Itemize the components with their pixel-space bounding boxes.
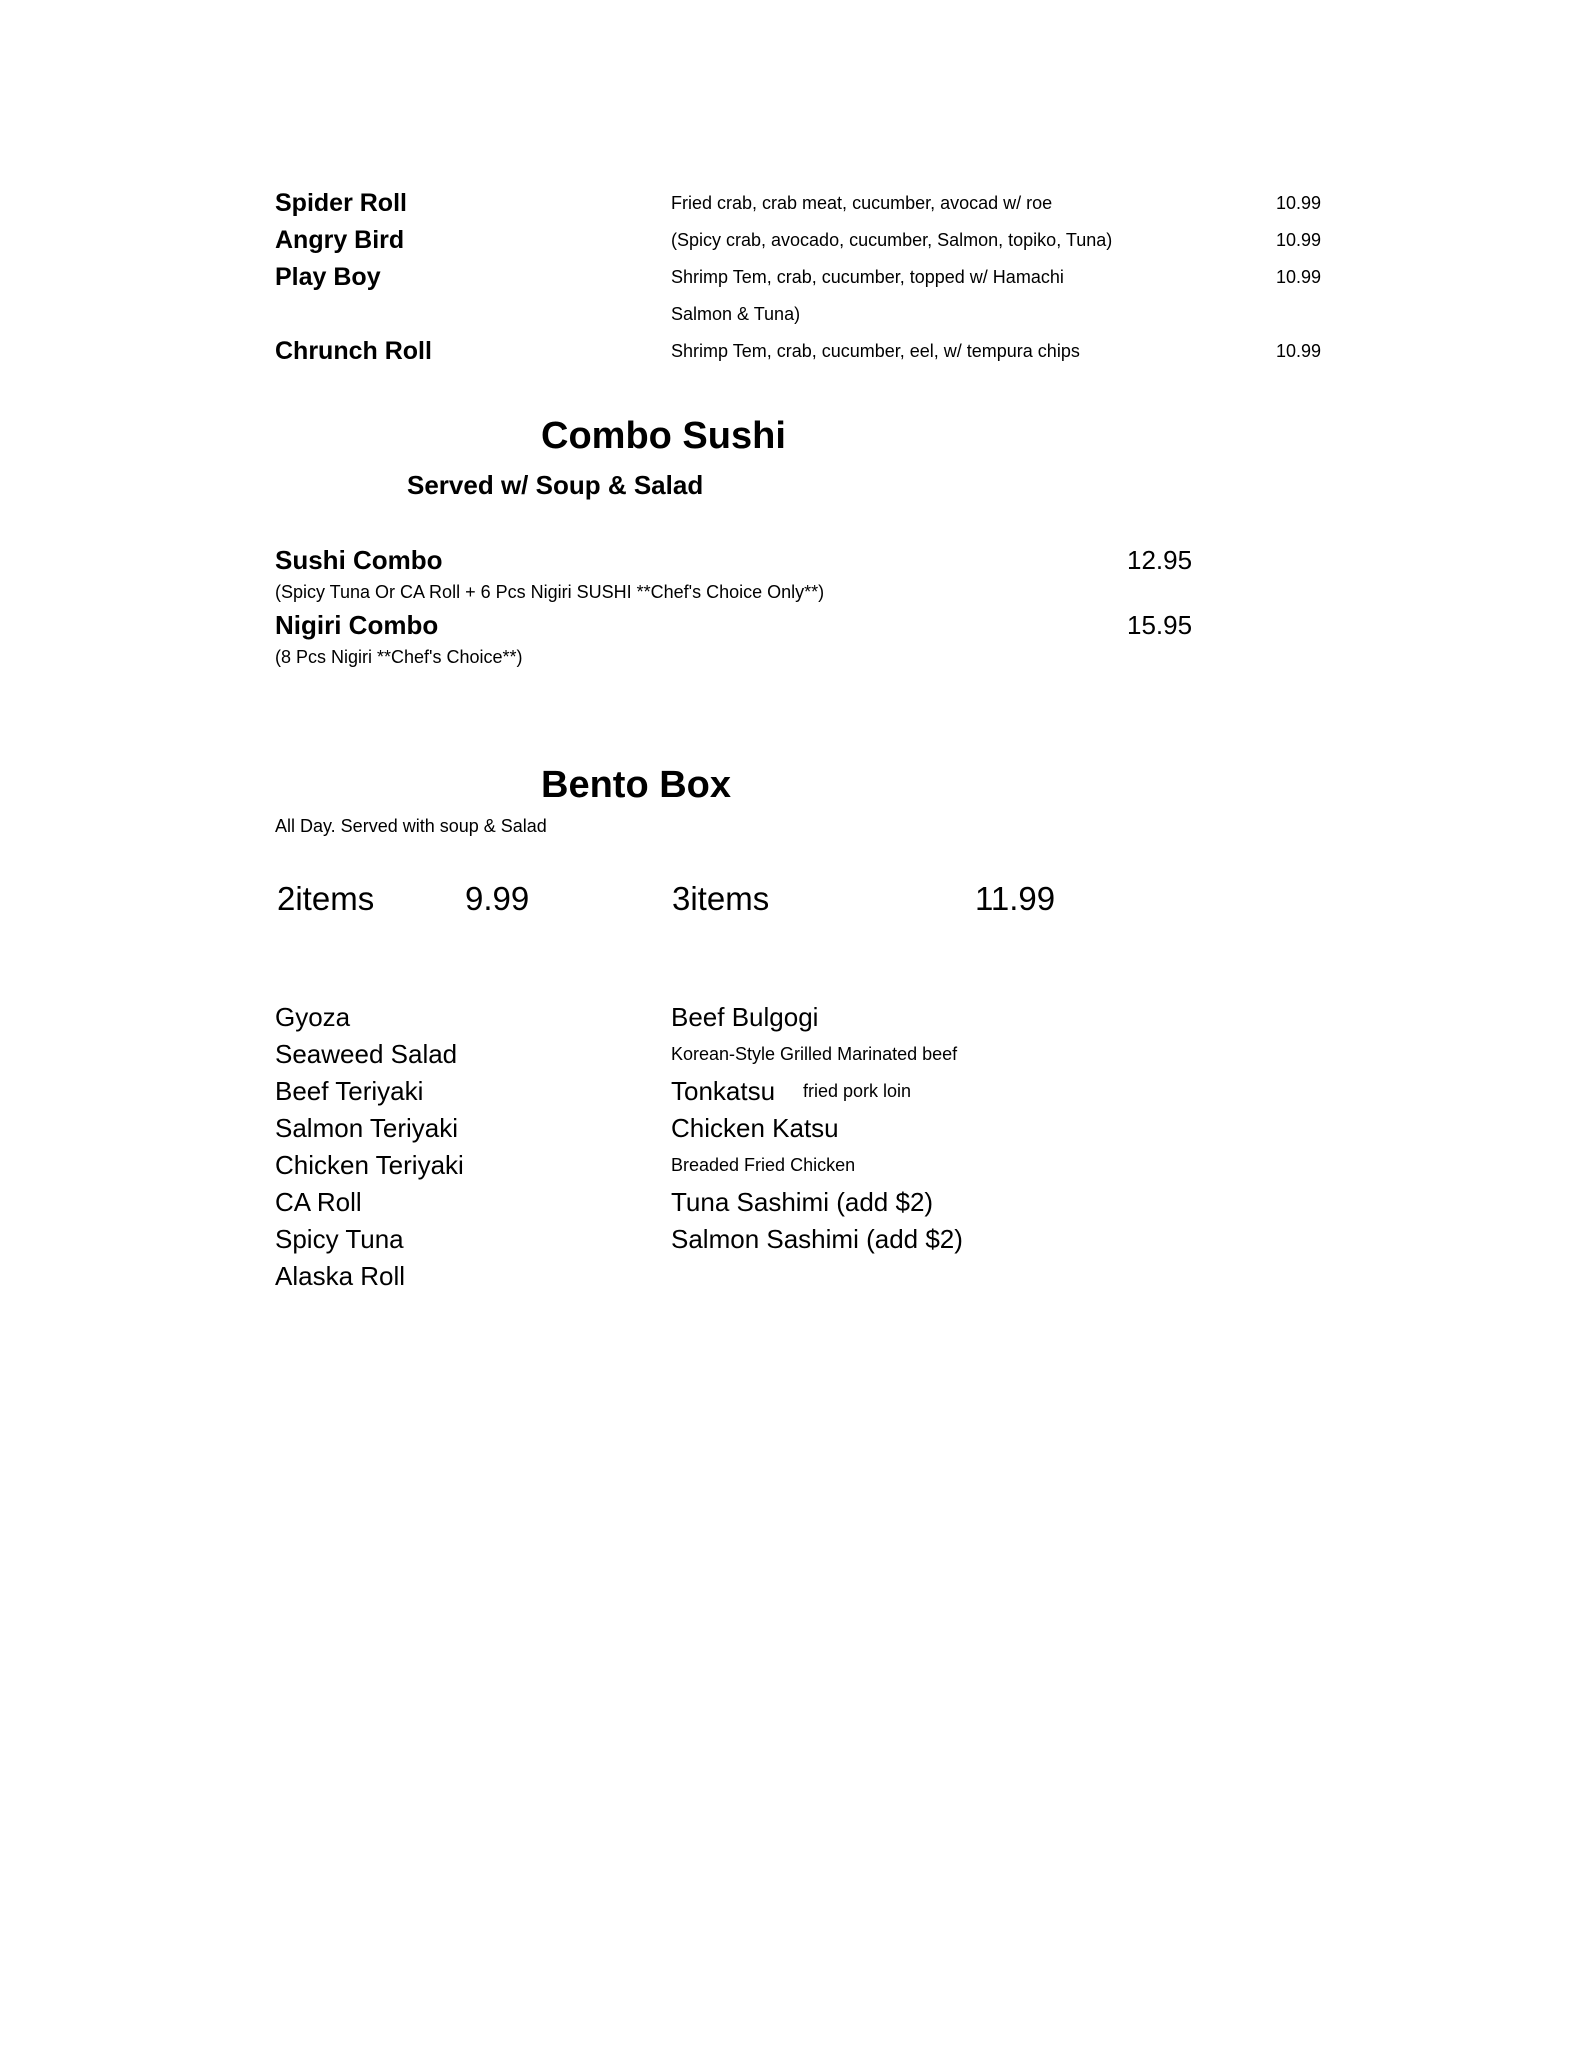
- bento-item-description: fried pork loin: [803, 1081, 912, 1101]
- bento-item: Spicy Tuna: [275, 1224, 404, 1254]
- bento-item: Chicken Teriyaki: [275, 1150, 464, 1180]
- roll-price: 10.99: [1276, 193, 1322, 213]
- roll-description: Shrimp Tem, crab, cucumber, topped w/ Hamachi: [671, 267, 1064, 287]
- bento-item: Seaweed Salad: [275, 1039, 458, 1069]
- roll-price: 10.99: [1276, 230, 1322, 250]
- combo-section-subtitle: Served w/ Soup & Salad: [407, 470, 704, 500]
- roll-description-continued: Salmon & Tuna): [671, 304, 801, 324]
- bento-item: Salmon Teriyaki: [275, 1113, 459, 1143]
- roll-description: Shrimp Tem, crab, cucumber, eel, w/ tempura chips: [671, 341, 1080, 361]
- roll-description: (Spicy crab, avocado, cucumber, Salmon, topiko, Tuna): [671, 230, 1113, 250]
- combo-price: 12.95: [1127, 545, 1193, 575]
- roll-description: Fried crab, crab meat, cucumber, avocad w/ roe: [671, 193, 1053, 213]
- roll-price: 10.99: [1276, 267, 1322, 287]
- bento-item: Chicken Katsu: [671, 1113, 839, 1143]
- bento-item: Beef Bulgogi: [671, 1002, 819, 1032]
- bento-section-title: Bento Box: [541, 764, 731, 806]
- bento-item-description: Breaded Fried Chicken: [671, 1155, 856, 1175]
- bento-pricing-label: 2items: [277, 880, 375, 917]
- combo-section-title: Combo Sushi: [541, 415, 786, 457]
- combo-name: Sushi Combo: [275, 545, 443, 575]
- bento-item: CA Roll: [275, 1187, 362, 1217]
- combo-name: Nigiri Combo: [275, 610, 439, 640]
- roll-price: 10.99: [1276, 341, 1322, 361]
- bento-item-description: Korean-Style Grilled Marinated beef: [671, 1044, 958, 1064]
- bento-pricing-price: 9.99: [465, 880, 530, 917]
- bento-pricing-label: 3items: [672, 880, 770, 917]
- bento-pricing-price: 11.99: [975, 880, 1056, 917]
- roll-name: Play Boy: [275, 263, 381, 291]
- bento-item: Salmon Sashimi (add $2): [671, 1224, 963, 1254]
- roll-name: Angry Bird: [275, 226, 405, 254]
- bento-item: Gyoza: [275, 1002, 351, 1032]
- bento-item: Alaska Roll: [275, 1261, 406, 1291]
- roll-name: Spider Roll: [275, 189, 407, 217]
- bento-item: Beef Teriyaki: [275, 1076, 424, 1106]
- combo-price: 15.95: [1127, 610, 1193, 640]
- bento-item: Tuna Sashimi (add $2): [671, 1187, 934, 1217]
- roll-name: Chrunch Roll: [275, 337, 432, 365]
- bento-item: Tonkatsu: [671, 1076, 776, 1106]
- bento-note: All Day. Served with soup & Salad: [275, 816, 547, 836]
- combo-note: (8 Pcs Nigiri **Chef's Choice**): [275, 647, 523, 667]
- combo-note: (Spicy Tuna Or CA Roll + 6 Pcs Nigiri SUSHI **Chef's Choice Only**): [275, 582, 825, 602]
